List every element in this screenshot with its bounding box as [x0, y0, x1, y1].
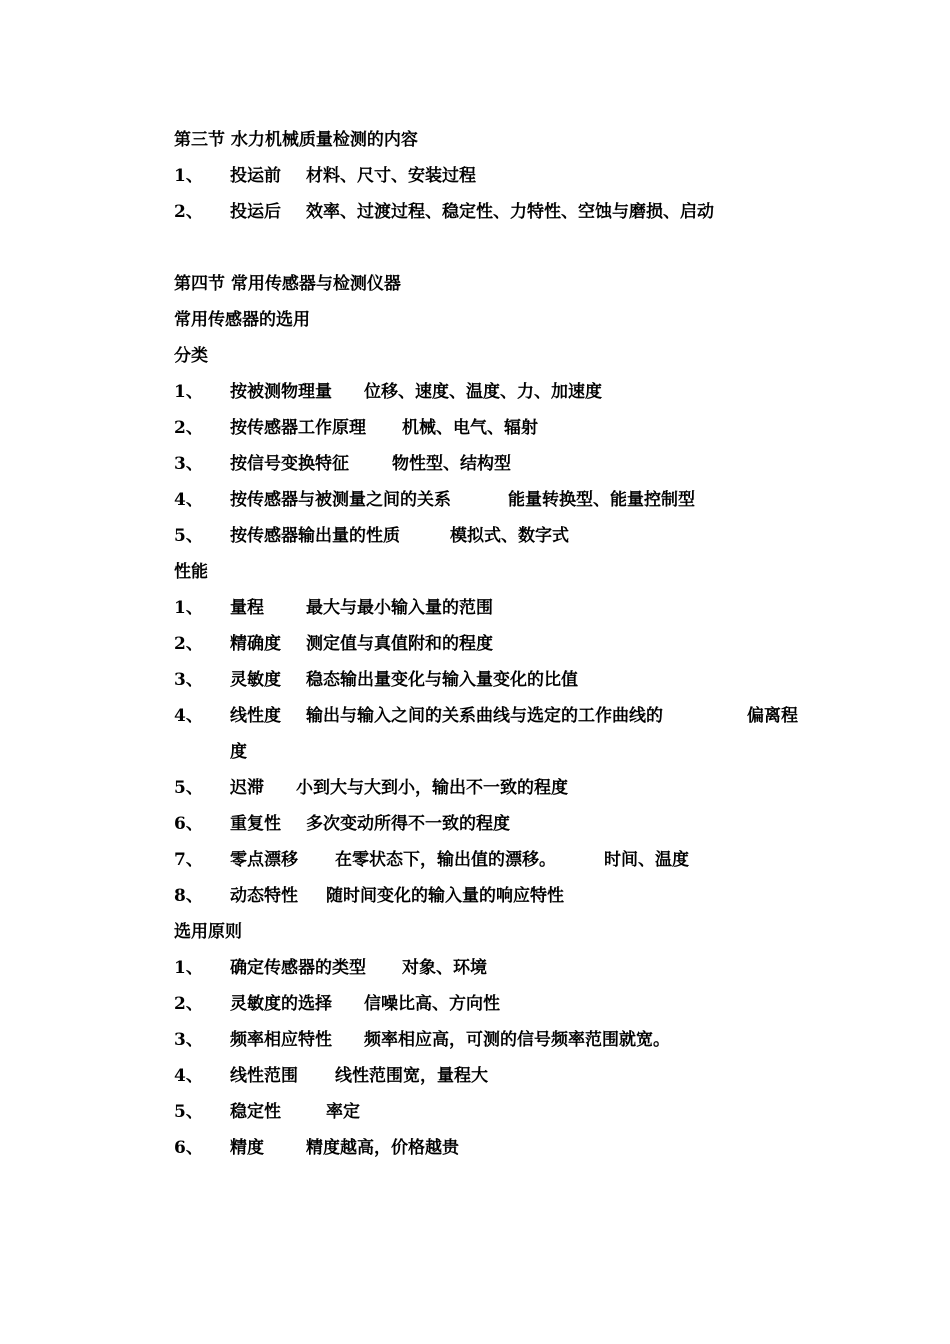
- list-item: [174, 1022, 814, 1058]
- item-number: 6、: [174, 814, 203, 834]
- item-term: 灵敏度的选择: [230, 994, 332, 1014]
- item-number: 5、: [174, 1102, 203, 1122]
- list-item: [174, 590, 814, 626]
- list-item: [174, 698, 814, 734]
- list-item-continuation: [174, 734, 814, 770]
- item-desc: 材料、尺寸、安装过程: [306, 166, 476, 186]
- item-number: 2、: [174, 634, 203, 654]
- item-desc: 位移、速度、温度、力、加速度: [364, 382, 602, 402]
- list-item: [174, 194, 814, 230]
- item-desc: 频率相应高，可测的信号频率范围就宽。: [364, 1030, 670, 1050]
- item-desc: 多次变动所得不一致的程度: [306, 814, 510, 834]
- item-desc: 在零状态下，输出值的漂移。: [335, 850, 556, 870]
- item-number: 5、: [174, 526, 203, 546]
- list-item: [174, 878, 814, 914]
- item-desc: 小到大与大到小，输出不一致的程度: [296, 778, 568, 798]
- item-number: 2、: [174, 202, 203, 222]
- item-term: 重复性: [230, 814, 281, 834]
- list-item: [174, 1130, 814, 1166]
- list-item: [174, 806, 814, 842]
- item-number: 3、: [174, 1030, 203, 1050]
- item-desc: 模拟式、数字式: [450, 526, 569, 546]
- item-desc: 最大与最小输入量的范围: [306, 598, 493, 618]
- item-desc: 信噪比高、方向性: [364, 994, 500, 1014]
- item-number: 8、: [174, 886, 203, 906]
- item-desc-extra: 偏离程: [747, 706, 798, 726]
- section-title: 第四节 常用传感器与检测仪器: [174, 274, 401, 294]
- item-number: 1、: [174, 958, 203, 978]
- item-desc: 稳态输出量变化与输入量变化的比值: [306, 670, 578, 690]
- group-heading: 性能: [174, 562, 208, 582]
- list-item: [174, 770, 814, 806]
- group-heading: 选用原则: [174, 922, 242, 942]
- item-number: 4、: [174, 706, 203, 726]
- list-item: [174, 158, 814, 194]
- item-term: 零点漂移: [230, 850, 298, 870]
- section-subtitle: 常用传感器的选用: [174, 310, 310, 330]
- item-number: 1、: [174, 166, 203, 186]
- item-term: 线性度: [230, 706, 281, 726]
- item-number: 5、: [174, 778, 203, 798]
- list-item: [174, 986, 814, 1022]
- item-number: 3、: [174, 670, 203, 690]
- item-term: 稳定性: [230, 1102, 281, 1122]
- item-term: 按被测物理量: [230, 382, 332, 402]
- list-item: [174, 410, 814, 446]
- item-term: 精度: [230, 1138, 264, 1158]
- item-desc: 精度越高，价格越贵: [306, 1138, 459, 1158]
- document-page: [174, 122, 814, 1166]
- list-item: [174, 662, 814, 698]
- item-term: 量程: [230, 598, 264, 618]
- item-desc: 对象、环境: [402, 958, 487, 978]
- item-term: 精确度: [230, 634, 281, 654]
- item-number: 1、: [174, 382, 203, 402]
- item-term: 线性范围: [230, 1066, 298, 1086]
- item-desc: 线性范围宽，量程大: [335, 1066, 488, 1086]
- item-term: 灵敏度: [230, 670, 281, 690]
- item-number: 6、: [174, 1138, 203, 1158]
- list-item: [174, 482, 814, 518]
- item-number: 7、: [174, 850, 203, 870]
- item-desc-continuation: 度: [230, 742, 247, 762]
- item-term: 按信号变换特征: [230, 454, 349, 474]
- item-term: 投运后: [230, 202, 281, 222]
- group-heading: 分类: [174, 346, 208, 366]
- list-item: [174, 518, 814, 554]
- item-desc: 随时间变化的输入量的响应特性: [326, 886, 564, 906]
- item-number: 4、: [174, 490, 203, 510]
- list-item: [174, 446, 814, 482]
- item-term: 按传感器工作原理: [230, 418, 366, 438]
- item-desc: 率定: [326, 1102, 360, 1122]
- item-desc: 输出与输入之间的关系曲线与选定的工作曲线的: [306, 706, 663, 726]
- item-term: 确定传感器的类型: [230, 958, 366, 978]
- list-item: [174, 842, 814, 878]
- section-title: 第三节 水力机械质量检测的内容: [174, 130, 418, 150]
- list-item: [174, 1094, 814, 1130]
- item-desc-extra: 时间、温度: [604, 850, 689, 870]
- item-desc: 测定值与真值附和的程度: [306, 634, 493, 654]
- item-number: 2、: [174, 994, 203, 1014]
- item-term: 迟滞: [230, 778, 264, 798]
- item-number: 1、: [174, 598, 203, 618]
- item-desc: 能量转换型、能量控制型: [508, 490, 695, 510]
- item-desc: 效率、过渡过程、稳定性、力特性、空蚀与磨损、启动: [306, 202, 714, 222]
- list-item: [174, 1058, 814, 1094]
- item-desc: 物性型、结构型: [392, 454, 511, 474]
- item-number: 3、: [174, 454, 203, 474]
- list-item: [174, 626, 814, 662]
- item-term: 投运前: [230, 166, 281, 186]
- item-term: 动态特性: [230, 886, 298, 906]
- item-term: 按传感器输出量的性质: [230, 526, 400, 546]
- item-number: 2、: [174, 418, 203, 438]
- item-term: 按传感器与被测量之间的关系: [230, 490, 451, 510]
- item-term: 频率相应特性: [230, 1030, 332, 1050]
- item-number: 4、: [174, 1066, 203, 1086]
- list-item: [174, 950, 814, 986]
- item-desc: 机械、电气、辐射: [402, 418, 538, 438]
- list-item: [174, 374, 814, 410]
